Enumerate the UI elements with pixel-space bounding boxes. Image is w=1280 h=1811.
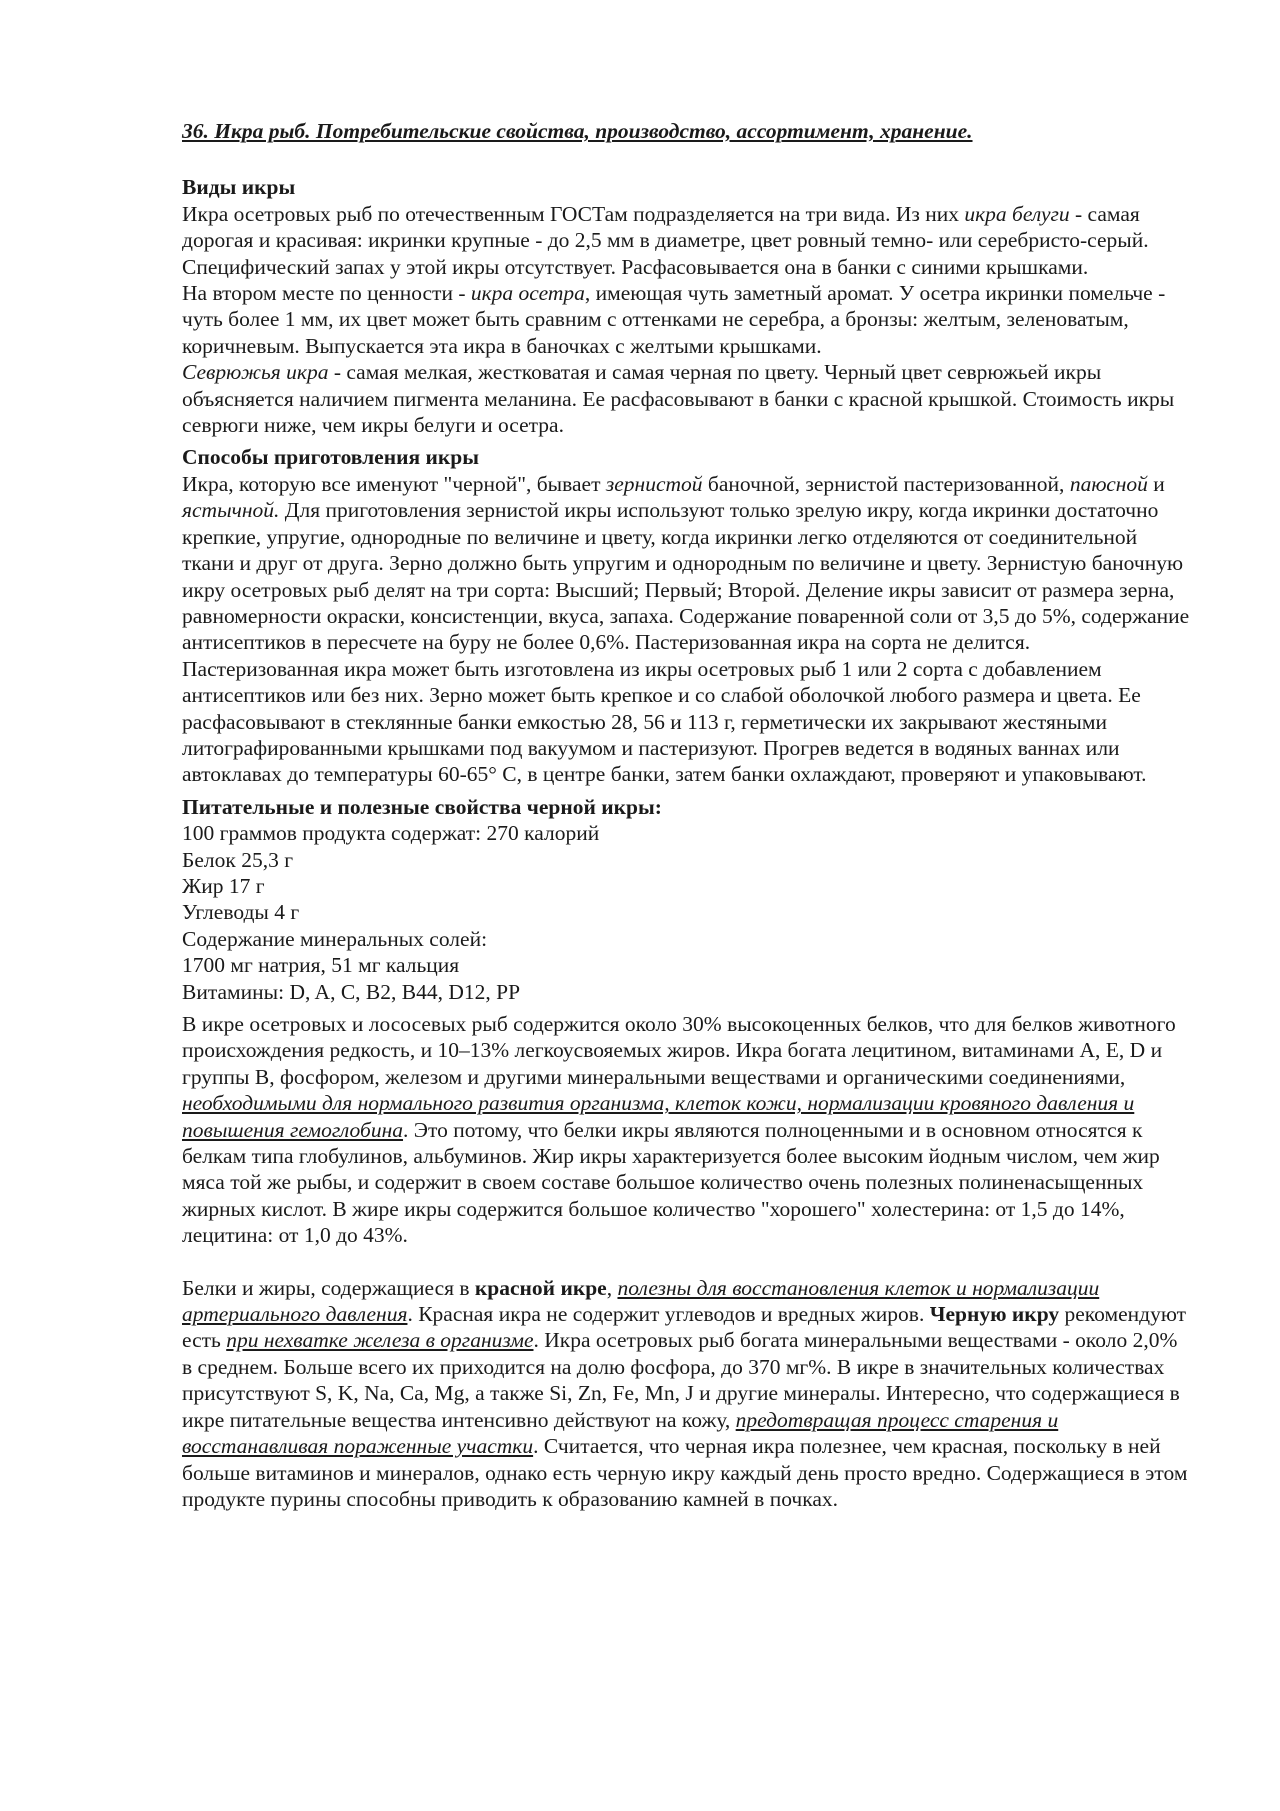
document-page	[182, 118, 1192, 1512]
text-run: - самая дорогая и красивая: икринки крупные - до 2,5 мм в диаметре, цвет ровный темно- или серебристо-серый. Специфический запах у этой икры отсутствует. Расфасовывается она в банки с синими крышками.	[182, 201, 1149, 279]
nutrition-line: 1700 мг натрия, 51 мг кальция	[182, 953, 460, 978]
text-run: . Икра осетровых рыб богата минеральными веществами - около 2,0% в среднем. Больше всего их приходится на долю фосфора, до 370 мг%. В икре в значительных количествах присутствуют S, K, Na, Ca, Mg, а также Si, Zn, Fe, Mn, J и другие минералы. Интересно, что содержащиеся в икре питательные вещества интенсивно действуют на кожу,	[182, 1328, 1180, 1432]
document-title: 36. Икра рыб. Потребительские свойства, производство, ассортимент, хранение.	[182, 119, 973, 143]
text-run: и	[1147, 471, 1165, 496]
text-run-bold: Черную икру	[929, 1302, 1060, 1327]
text-run: - самая мелкая, жестковатая и самая черная по цвету. Черный цвет севрюжьей икры объясняется наличием пигмента меланина. Ее расфасовывают в банки с красной крышкой. Стоимость икры севрюги ниже, чем икры белуги и осетра.	[182, 360, 1175, 438]
text-run: рекомендуют есть	[182, 1302, 1187, 1353]
text-run: , имеющая чуть заметный аромат. У осетра икринки помельче - чуть более 1 мм, их цвет может быть сравним с оттенками не серебра, а бронзы: желтым, зеленоватым, коричневым. Выпускается эта икра в баночках с желтыми крышками.	[182, 281, 1166, 358]
text-run: Икра осетровых рыб по отечественным ГОСТам подразделяется на три вида. Из них	[182, 201, 965, 226]
paragraph-red-black	[182, 1275, 1192, 1513]
nutrition-line: Углеводы 4 г	[182, 900, 300, 925]
paragraph-beluga	[182, 201, 1192, 280]
text-run-italic: ястычной.	[182, 498, 280, 523]
paragraph-preparation	[182, 471, 1192, 788]
section-heading-types: Виды икры	[182, 175, 296, 200]
nutrition-line: 100 граммов продукта содержат: 270 калорий	[182, 821, 600, 846]
nutrition-line: Жир 17 г	[182, 873, 265, 898]
paragraph-sevruga	[182, 359, 1192, 438]
nutrition-list	[182, 820, 1192, 1005]
text-run-italic: зернистой	[605, 471, 703, 496]
text-run: Икра, которую все именуют "черной", бывает	[182, 471, 606, 496]
text-run-italic: икра белуги	[964, 201, 1070, 226]
section-heading-preparation: Способы приготовления икры	[182, 445, 480, 470]
text-run: Для приготовления зернистой икры используют только зрелую икру, когда икринки достаточно крепкие, упругие, однородные по величине и цвету, когда икринки легко отделяются от соединительной ткани и друг от друга. Зерно должно быть упругим и однородным по величине и цвету. Зернистую баночную икру осетровых рыб делят на три сорта: Высший; Первый; Второй. Деление икры зависит от размера зерна, равномерности окраски, консистенции, вкуса, запаха. Содержание поваренной соли от 3,5 до 5%, содержание антисептиков в пересчете на буру не более 0,6%. Пастеризованная икра на сорта не делится. Пастеризованная икра может быть изготовлена из икры осетровых рыб 1 или 2 сорта с добавлением антисептиков или без них. Зерно может быть крепкое и со слабой оболочкой любого размера и цвета. Ее расфасовывают в стеклянные банки емкостью 28, 56 и 113 г, герметически их закрывают жестяными литографированными крышками под вакуумом и пастеризуют. Прогрев ведется в водяных ваннах или автоклавах до температуры 60-65° С, в центре банки, затем банки охлаждают, проверяют и упаковывают.	[182, 498, 1190, 787]
text-run: ,	[606, 1275, 618, 1300]
paragraph-composition	[182, 1011, 1192, 1249]
text-run: . Считается, что черная икра полезнее, чем красная, поскольку в ней больше витаминов и минералов, однако есть черную икру каждый день просто вредно. Содержащиеся в этом продукте пурины способны приводить к образованию камней в почках.	[182, 1434, 1188, 1511]
text-run: . Красная икра не содержит углеводов и вредных жиров.	[407, 1302, 930, 1327]
text-run-underlined: полезны для восстановления клеток и нормализации артериального давления	[182, 1275, 1100, 1327]
text-run-italic: паюсной	[1069, 471, 1148, 496]
text-run: На втором месте по ценности -	[182, 281, 471, 306]
text-run-bold: красной икре	[474, 1275, 607, 1300]
text-run: . Это потому, что белки икры являются полноценными и в основном относятся к белкам типа глобулинов, альбуминов. Жир икры характеризуется более высоким йодным числом, чем жир мяса той же рыбы, и содержит в своем составе большое количество очень полезных полиненасыщенных жирных кислот. В жире икры содержится большое количество "хорошего" холестерина: от 1,5 до 14%, лецитина: от 1,0 до 43%.	[182, 1117, 1160, 1248]
nutrition-line: Витамины: D, A, C, B2, B44, D12, PP	[182, 979, 521, 1004]
paragraph-osetr	[182, 280, 1192, 359]
text-run-italic: Севрюжья икра	[182, 360, 329, 385]
text-run-italic: икра осетра	[470, 281, 585, 306]
nutrition-line: Белок 25,3 г	[182, 847, 294, 872]
section-heading-nutrition: Питательные и полезные свойства черной икры:	[182, 794, 662, 819]
text-run-underlined: необходимыми для нормального развития организма, клеток кожи, нормализации кровяного давления и повышения гемоглобина	[182, 1091, 1135, 1142]
text-run: баночной, зернистой пастеризованной,	[702, 471, 1070, 496]
text-run-underlined: при нехватке железа в организме	[226, 1328, 534, 1353]
nutrition-line: Содержание минеральных солей:	[182, 926, 488, 951]
text-run: Белки и жиры, содержащиеся в	[182, 1275, 475, 1300]
text-run: В икре осетровых и лососевых рыб содержится около 30% высокоценных белков, что для белков животного происхождения редкость, и 10–13% легкоусвояемых жиров. Икра богата лецитином, витаминами А, Е, D и группы В, фосфором, железом и другими минеральными веществами и органическими соединениями,	[182, 1012, 1176, 1089]
text-run-underlined: предотвращая процесс старения и восстанавливая пораженные участки	[182, 1407, 1059, 1459]
